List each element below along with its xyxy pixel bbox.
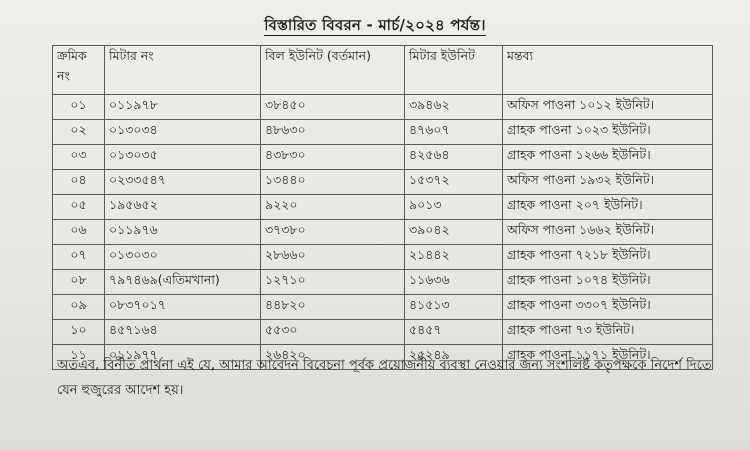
cell-serial: ১১ xyxy=(53,345,105,370)
cell-meter-no: ০১১৯৭৭ xyxy=(105,345,261,370)
header-meter-unit: মিটার ইউনিট xyxy=(405,46,503,95)
cell-meter-no: ০১৩০৩৫ xyxy=(105,145,261,170)
table-row xyxy=(53,270,713,295)
cell-serial: ০১ xyxy=(53,95,105,120)
cell-remarks: গ্রাহক পাওনা ১২৬৬ ইউনিট। xyxy=(503,145,713,170)
cell-bill-unit: ২৮৬৬০ xyxy=(261,245,405,270)
table-row xyxy=(53,295,713,320)
cell-meter-unit: ২৫২৪৯ xyxy=(405,345,503,370)
header-meter-no: মিটার নং xyxy=(105,46,261,95)
cell-meter-no: ৭৯৭৪৬৯(এতিমখানা) xyxy=(105,270,261,295)
cell-remarks: গ্রাহক পাওনা ৭২১৮ ইউনিট। xyxy=(503,245,713,270)
cell-bill-unit: ১৩৪৪০ xyxy=(261,170,405,195)
table-row xyxy=(53,120,713,145)
cell-bill-unit: ৩৮৪৫০ xyxy=(261,95,405,120)
cell-bill-unit: ৯২২০ xyxy=(261,195,405,220)
table-row xyxy=(53,320,713,345)
cell-meter-no: ০২৩৩৫৪৭ xyxy=(105,170,261,195)
cell-remarks: অফিস পাওনা ১৯৩২ ইউনিট। xyxy=(503,170,713,195)
cell-meter-unit: ৯০১৩ xyxy=(405,195,503,220)
cell-remarks: গ্রাহক পাওনা ১১৭১ ইউনিট। xyxy=(503,345,713,370)
table-row xyxy=(53,145,713,170)
cell-bill-unit: ৪৩৮৩০ xyxy=(261,145,405,170)
cell-meter-no: ০১৩০৩৪ xyxy=(105,120,261,145)
header-serial: ক্রমিক নং xyxy=(53,46,105,95)
cell-meter-no: ১৯৫৬৫২ xyxy=(105,195,261,220)
cell-meter-no: ০৮৩৭০১৭ xyxy=(105,295,261,320)
closing-paragraph: অতএব, বিনীত প্রার্থনা এই যে, আমার আবেদন বিবেচনা পূর্বক প্রয়োজনীয় ব্যবস্থা নেওয়ার জন্য সংশলিষ্ট কতৃপক্ষকে নিদের্শ দিতে যেন হুজুরের আদেশ হয়। xyxy=(57,358,712,398)
cell-serial: ১০ xyxy=(53,320,105,345)
cell-serial: ০৮ xyxy=(53,270,105,295)
cell-serial: ০৫ xyxy=(53,195,105,220)
cell-meter-no: ০১৩০৩০ xyxy=(105,245,261,270)
cell-bill-unit: ৫৫৩০ xyxy=(261,320,405,345)
cell-meter-unit: ৩৯৪৬২ xyxy=(405,95,503,120)
header-remarks: মন্তব্য xyxy=(503,46,713,95)
cell-meter-unit: ৫৪৫৭ xyxy=(405,320,503,345)
cell-bill-unit: ৩৭৩৮০ xyxy=(261,220,405,245)
cell-meter-no: ৪৫৭১৬৪ xyxy=(105,320,261,345)
cell-remarks: গ্রাহক পাওনা ১০২৩ ইউনিট। xyxy=(503,120,713,145)
cell-bill-unit: ২৬৪২০ xyxy=(261,345,405,370)
cell-meter-unit: ২১৪৪২ xyxy=(405,245,503,270)
meter-table xyxy=(52,45,713,370)
cell-meter-no: ০১১৯৭৬ xyxy=(105,220,261,245)
table-row xyxy=(53,220,713,245)
cell-meter-unit: ৩৯০৪২ xyxy=(405,220,503,245)
cell-bill-unit: ৪৪৮২০ xyxy=(261,295,405,320)
table-row xyxy=(53,195,713,220)
table-header-row xyxy=(53,46,713,95)
cell-serial: ০৯ xyxy=(53,295,105,320)
cell-meter-unit: ৪৭৬০৭ xyxy=(405,120,503,145)
cell-meter-unit: ৪১৫১৩ xyxy=(405,295,503,320)
table-row xyxy=(53,95,713,120)
cell-serial: ০৩ xyxy=(53,145,105,170)
document-title: বিস্তারিত বিবরন - মার্চ/২০২৪ পর্যন্ত। xyxy=(264,16,486,34)
cell-remarks: অফিস পাওনা ১৬৬২ ইউনিট। xyxy=(503,220,713,245)
cell-remarks: গ্রাহক পাওনা ১০৭৪ ইউনিট। xyxy=(503,270,713,295)
cell-meter-unit: ৪২৫৬৪ xyxy=(405,145,503,170)
cell-remarks: গ্রাহক পাওনা ২০৭ ইউনিট। xyxy=(503,195,713,220)
cell-serial: ০৪ xyxy=(53,170,105,195)
cell-remarks: অফিস পাওনা ১০১২ ইউনিট। xyxy=(503,95,713,120)
cell-meter-unit: ১১৬৩৬ xyxy=(405,270,503,295)
table-row xyxy=(53,245,713,270)
cell-remarks: গ্রাহক পাওনা ৭৩ ইউনিট। xyxy=(503,320,713,345)
cell-remarks: গ্রাহক পাওনা ৩৩০৭ ইউনিট। xyxy=(503,295,713,320)
cell-serial: ০৬ xyxy=(53,220,105,245)
cell-bill-unit: ৪৮৬৩০ xyxy=(261,120,405,145)
cell-meter-no: ০১১৯৭৮ xyxy=(105,95,261,120)
cell-serial: ০২ xyxy=(53,120,105,145)
table-row xyxy=(53,170,713,195)
cell-meter-unit: ১৫৩৭২ xyxy=(405,170,503,195)
cell-serial: ০৭ xyxy=(53,245,105,270)
cell-bill-unit: ১২৭১০ xyxy=(261,270,405,295)
header-bill-unit: বিল ইউনিট (বর্তমান) xyxy=(261,46,405,95)
